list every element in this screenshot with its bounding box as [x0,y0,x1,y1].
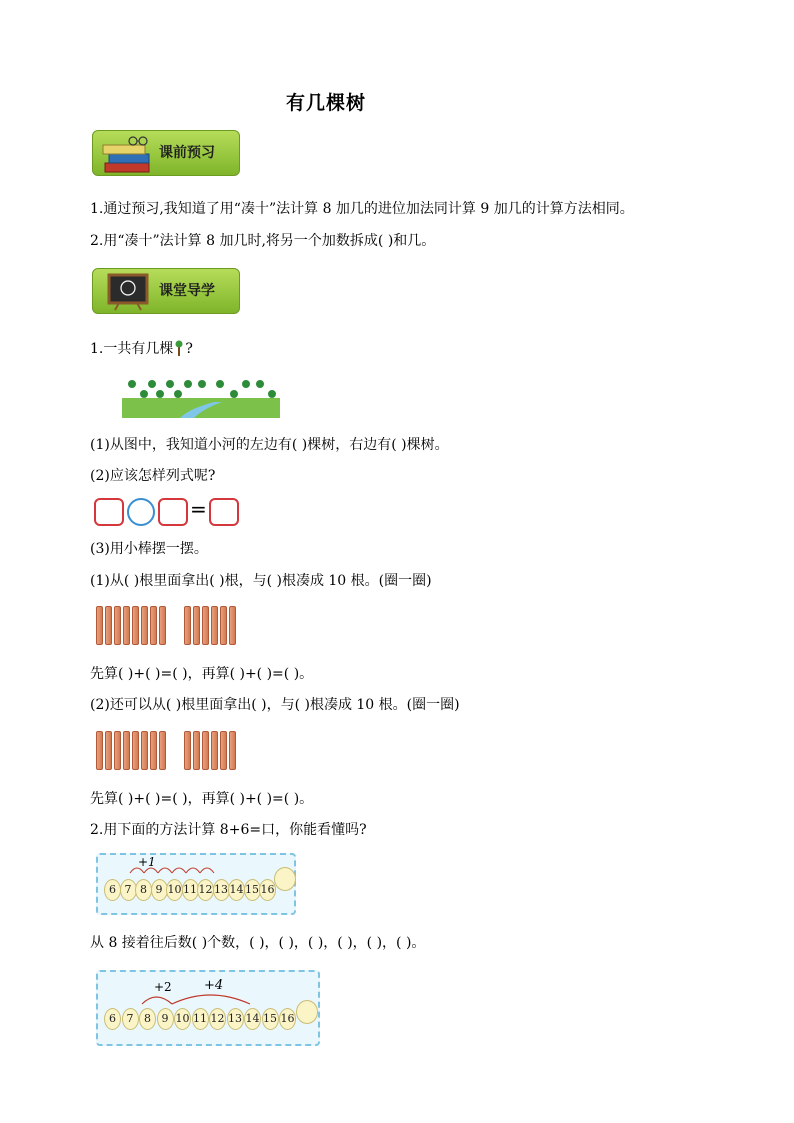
caterpillar-segment: 10 [166,879,183,901]
sticks-picture-1 [96,606,246,646]
books-icon [101,135,155,179]
stick [114,606,121,645]
caterpillar-segment: 16 [259,879,276,901]
guide-question-1c: (3)用小棒摆一摆。 [90,541,208,557]
guide-question-1b: (2)应该怎样列式呢? [90,468,216,484]
equals-sign: = [190,497,207,521]
caterpillar-segment: 8 [139,1008,156,1030]
caterpillar-segment: 9 [151,879,168,901]
guide-question-1c1: (1)从( )根里面拿出( )根，与( )根凑成 10 根。(圈一圈) [90,573,432,589]
preview-question-1: 1.通过预习,我知道了用“凑十”法计算 8 加几的进位加法同计算 9 加几的计算方法相同。 [90,201,634,217]
stick [202,731,209,770]
question-mark: ? [185,341,193,357]
caterpillar-segment: 16 [279,1008,296,1030]
section-label: 课前预习 [159,145,215,161]
stick [105,606,112,645]
answer-box-1[interactable] [94,498,124,526]
stick [96,731,103,770]
caterpillar-picture-1 [96,853,296,915]
stick [96,606,103,645]
caterpillar-segment: 7 [120,879,137,901]
caterpillar-segment: 13 [227,1008,244,1030]
stick [114,731,121,770]
blackboard-icon [107,273,151,315]
caterpillar-segment: 15 [244,879,261,901]
section-banner-preview [92,130,240,176]
caterpillar-segment: 12 [209,1008,226,1030]
caterpillar-segment: 13 [213,879,230,901]
caterpillar-segment: 10 [174,1008,191,1030]
calc-line-1: 先算( )+( )=( )，再算( )+( )=( )。 [90,666,314,682]
tree-icon [175,340,183,361]
caterpillar-segment: 9 [157,1008,174,1030]
stick [220,606,227,645]
caterpillar-segment: 8 [135,879,152,901]
caterpillar-head [274,867,296,891]
stick [141,731,148,770]
stick [132,606,139,645]
section-label: 课堂导学 [159,283,215,299]
caterpillar-segment: 7 [122,1008,139,1030]
stick [159,606,166,645]
caterpillar-head [296,1000,318,1024]
stick [150,731,157,770]
guide-question-1 [90,340,193,361]
stick [220,731,227,770]
jump-label-1: +2 [154,980,172,994]
caterpillar-segment: 14 [244,1008,261,1030]
stick [141,606,148,645]
stick [193,731,200,770]
stick [229,731,236,770]
calc-line-2: 先算( )+( )=( )，再算( )+( )=( )。 [90,791,314,807]
caterpillar-segment: 11 [182,879,199,901]
caterpillar-segment: 15 [262,1008,279,1030]
stick [184,606,191,645]
guide-question-2: 2.用下面的方法计算 8+6=口，你能看懂吗? [90,822,367,838]
caterpillar-segment: 11 [192,1008,209,1030]
guide-question-1c2: (2)还可以从( )根里面拿出( )，与( )根凑成 10 根。(圈一圈) [90,697,460,713]
stick [105,731,112,770]
page-title: 有几棵树 [286,92,367,114]
answer-box-2[interactable] [158,498,188,526]
stick [211,731,218,770]
trees-river-picture [122,376,280,422]
stick [123,731,130,770]
jump-label-2: +4 [204,978,224,993]
stick [193,606,200,645]
sticks-picture-2 [96,731,246,771]
caterpillar-segment: 6 [104,879,121,901]
stick [202,606,209,645]
stick [211,606,218,645]
stick [184,731,191,770]
caterpillar-segment: 6 [104,1008,121,1030]
stick [159,731,166,770]
caterpillar-segment: 14 [228,879,245,901]
section-banner-guide [92,268,240,314]
jump-arrows [128,861,248,875]
guide-question-1a: (1)从图中，我知道小河的左边有( )棵树，右边有( )棵树。 [90,437,449,453]
stick [132,731,139,770]
caterpillar-picture-2 [96,970,320,1046]
stick [150,606,157,645]
stick [229,606,236,645]
jump-label: +1 [138,855,156,869]
operator-circle[interactable] [127,498,155,526]
preview-question-2: 2.用“凑十”法计算 8 加几时,将另一个加数拆成( )和几。 [90,233,436,249]
count-line: 从 8 接着往后数( )个数，( )，( )，( )，( )，( )，( )。 [90,935,426,951]
stick [123,606,130,645]
answer-box-result[interactable] [209,498,239,526]
question-text: 1.一共有几棵 [90,341,174,357]
caterpillar-segment: 12 [197,879,214,901]
